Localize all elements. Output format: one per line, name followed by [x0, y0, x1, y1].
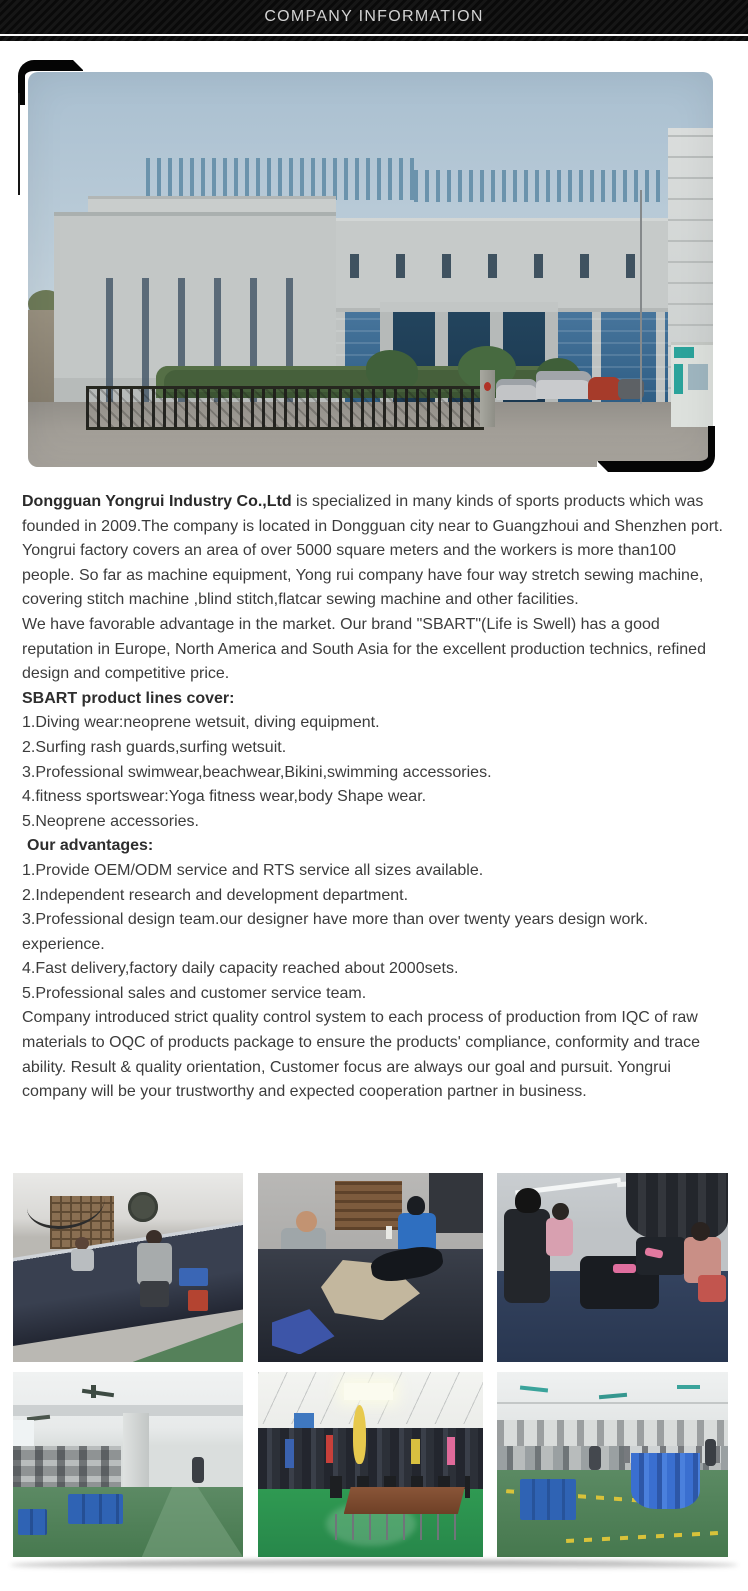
hero-factory-photo	[28, 72, 713, 467]
worker	[71, 1249, 94, 1272]
gallery-photo-finishing	[497, 1173, 728, 1362]
hanging-garments	[626, 1173, 728, 1241]
parked-red-car	[588, 377, 621, 400]
gallery-photo-sample-room	[258, 1372, 483, 1557]
advantages-heading: Our advantages:	[27, 837, 154, 855]
corner-ornament-bottom-right	[598, 426, 715, 472]
gallery-photo-cutting-room	[13, 1173, 243, 1362]
gallery-photo-pattern-cutting	[258, 1173, 483, 1362]
parked-car	[496, 379, 538, 400]
ceiling-light	[344, 1383, 394, 1400]
worker	[546, 1218, 574, 1256]
advantage-item: 1.Provide OEM/ODM service and RTS service all sizes available.	[22, 861, 484, 879]
closing-paragraph: Company introduced strict quality control system to each process of production from IQC of raw materials to OQC of products package to ensure the products' compliance, conformity and trace ability. Result & quality orientation, Customer focus are always our goal and pursuit. Yongrui company will be your trustworthy and expected cooperation partner in business.	[22, 1009, 701, 1101]
retractable-gate	[86, 386, 484, 430]
roof-fins	[146, 158, 414, 200]
blue-bins	[520, 1479, 575, 1520]
worker	[504, 1209, 550, 1304]
surfboard	[353, 1405, 367, 1464]
section-title: COMPANY INFORMATION	[264, 8, 484, 25]
meeting-table	[344, 1487, 466, 1515]
light-pole	[640, 190, 642, 404]
advantage-item: 5.Professional sales and customer service team.	[22, 984, 367, 1002]
parked-van	[536, 371, 592, 399]
gate-pillar	[480, 370, 495, 427]
product-line-item: 1.Diving wear:neoprene wetsuit, diving equipment.	[22, 714, 380, 732]
wall-fan	[128, 1192, 158, 1222]
company-description	[22, 490, 728, 1105]
blue-bins	[68, 1494, 123, 1524]
advantage-item: 2.Independent research and development department.	[22, 886, 409, 904]
corner-ornament-top-left	[18, 60, 83, 105]
gallery-photo-sewing-floor-a	[13, 1372, 243, 1557]
product-line-item: 2.Surfing rash guards,surfing wetsuit.	[22, 738, 287, 756]
company-name: Dongguan Yongrui Industry Co.,Ltd	[22, 493, 292, 510]
advantage-item: 4.Fast delivery,factory daily capacity reached about 2000sets.	[22, 960, 459, 978]
ceiling-fan	[82, 1388, 114, 1396]
worker	[589, 1446, 601, 1470]
intro-paragraph: Dongguan Yongrui Industry Co.,Ltd is specialized in many kinds of sports products which was founded in 2009.The company is located in Dongguan city near to Guangzhoui and Shenzhen port.	[22, 493, 723, 535]
gallery-photo-sewing-floor-b	[497, 1372, 728, 1557]
brand-paragraph: We have favorable advantage in the market. Our brand "SBART"(Life is Swell) has a good reputation in Europe, North America and South Asia for the excellent production technics, refined design and competitive price.	[22, 615, 706, 683]
product-line-item: 4.fitness sportswear:Yoga fitness wear,body Shape wear.	[22, 788, 427, 806]
section-header-banner	[0, 0, 748, 41]
worker	[192, 1457, 204, 1483]
product-line-item: 5.Neoprene accessories.	[22, 812, 199, 830]
factory-paragraph: Yongrui factory covers an area of over 5000 square meters and the workers is more than100 people. So far as machine equipment, Yong rui company have four way stretch sewing machine, covering stitch machine ,blind stitch,flatcar sewing machine and other facilities.	[22, 542, 704, 609]
advantage-item: 3.Professional design team.our designer have more than over twenty years design work. experience.	[22, 911, 649, 953]
bottom-shadow	[10, 1560, 738, 1570]
cutting-table	[13, 1220, 243, 1349]
product-lines-heading: SBART product lines cover:	[22, 689, 235, 707]
worker	[137, 1243, 172, 1285]
product-line-item: 3.Professional swimwear,beachwear,Bikini,swimming accessories.	[22, 763, 492, 781]
ceiling-fan	[520, 1385, 548, 1392]
blue-fabric-bundles	[631, 1453, 700, 1509]
